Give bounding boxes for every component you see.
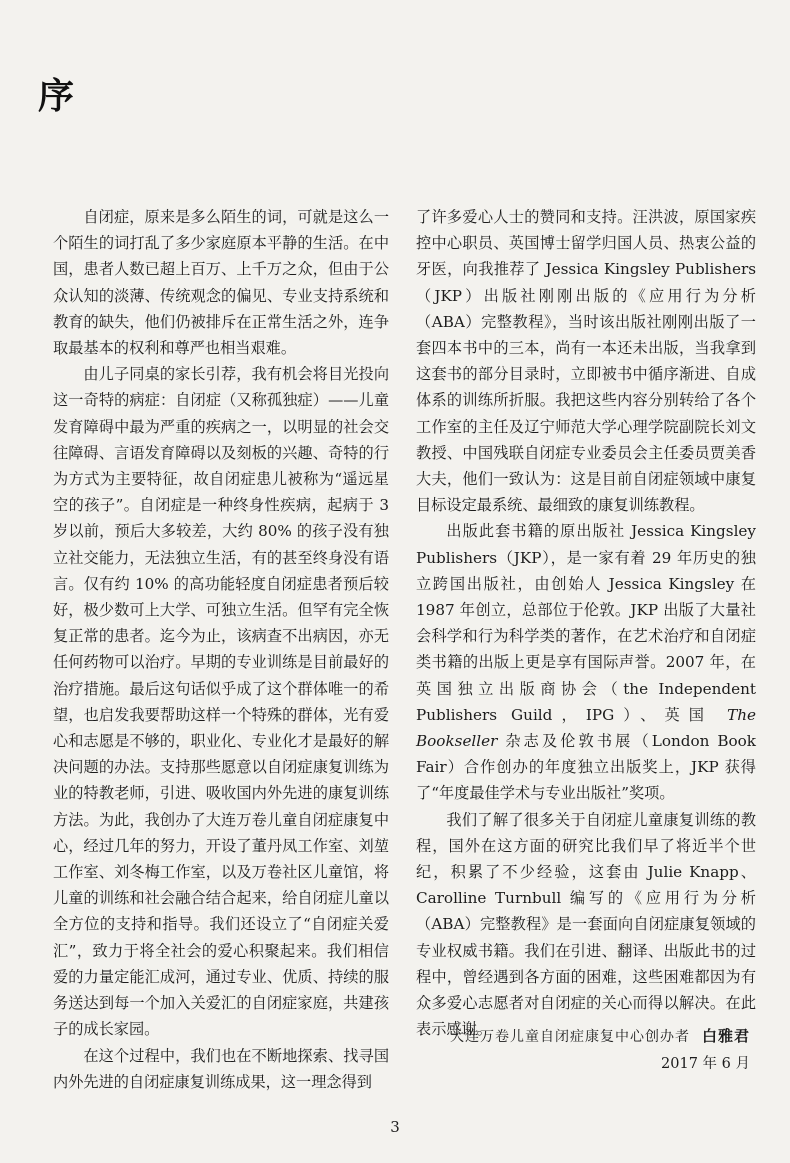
paragraph-4-tail: 杂志及伦敦书展（London Book Fair）合作创办的年度独立出版奖上，JKP 获得了“年度最佳学术与专业出版社”奖项。 [416,732,756,803]
left-column [53,204,389,1095]
paragraph-5: 我们了解了很多关于自闭症儿童康复训练的教程，国外在这方面的研究比我们早了将近半个世纪，积累了不少经验，这套由 Julie Knapp、Carolline Turnbull 编写的《应用行为分析（ABA）完整教程》是一套面向自闭症康复领域的专业权威书籍。我们在引进、翻译、出版此书的过程中，曾经遇到各方面的困难，这些困难都因为有众多爱心志愿者对自闭症的关心而得以解决。在此表示感谢。 [416,810,756,1039]
signature-role: 大连万卷儿童自闭症康复中心创办者 [449,1029,690,1045]
paragraph-3: 在这个过程中，我们也在不断地探索、找寻国内外先进的自闭症康复训练成果，这一理念得到 [53,1046,389,1091]
signature-line [416,1025,750,1046]
paragraph-4 [416,518,756,806]
signature-date: 2017 年 6 月 [661,1056,750,1072]
paragraph-3-continued: 了许多爱心人士的赞同和支持。汪洪波，原国家疾控中心职员、英国博士留学归国人员、热衷公益的牙医，向我推荐了 Jessica Kingsley Publishers（JKP）出版社刚刚出版的《应用行为分析（ABA）完整教程》，当时该出版社刚刚出版了一套四本书中的三本，尚有一本还未出版，当我拿到这套书的部分目录时，立即被书中循序渐进、自成体系的训练所折服。我把这些内容分别转给了各个工作室的主任及辽宁师范大学心理学院副院长刘文教授、中国残联自闭症专业委员会主任委员贾美香大夫，他们一致认为：这是目前自闭症领域中康复目标设定最系统、最细致的康复训练教程。 [416,208,756,515]
page-number: 3 [390,1118,400,1136]
preface-title: 序 [38,75,76,117]
bookseller-title: The Bookseller [416,705,756,751]
paragraph-2: 由儿子同桌的家长引荐，我有机会将目光投向这一奇特的病症：自闭症（又称孤独症）——儿童发育障碍中最为严重的疾病之一，以明显的社会交往障碍、言语发育障碍以及刻板的兴趣、奇特的行为方式为主要特征，故自闭症患儿被称为“遥远星空的孩子”。自闭症是一种终身性疾病，起病于 3 岁以前，预后大多较差，大约 80% 的孩子没有独立社交能力，无法独立生活，有的甚至终身没有语言。仅有约 10% 的高功能轻度自闭症患者预后较好，极少数可上大学、可独立生活。但罕有完全恢复正常的患者。迄今为止，该病查不出病因，亦无任何药物可以治疗。早期的专业训练是目前最好的治疗措施。最后这句话似乎成了这个群体唯一的希望，也启发我要帮助这样一个特殊的群体，光有爱心和志愿是不够的，职业化、专业化才是最好的解决问题的办法。支持那些愿意以自闭症康复训练为业的特教老师，引进、吸收国内外先进的康复训练方法。为此，我创办了大连万卷儿童自闭症康复中心，经过几年的努力，开设了董丹凤工作室、刘堃工作室、刘冬梅工作室，以及万卷社区儿童馆，将儿童的训练和社会融合结合起来，给自闭症儿童以全方位的支持和指导。我们还设立了“自闭症关爱汇”，致力于将全社会的爱心积聚起来。我们相信爱的力量定能汇成河，通过专业、优质、持续的服务送达到每一个加入关爱汇的自闭症家庭，共建孩子的成长家园。 [53,365,389,1039]
paragraph-4-text: 出版此套书籍的原出版社 Jessica Kingsley Publishers（JKP），是一家有着 29 年历史的独立跨国出版社，由创始人 Jessica Kingsley 在 1987 年创立，总部位于伦敦。JKP 出版了大量社会科学和行为科学类的著作，在艺术治疗和自闭症类书籍的出版上更是享有国际声誉。2007 年，在英国独立出版商协会（the Independent Publishers Guild，IPG）、英国 [416,522,756,724]
signature-name: 白雅君 [701,1027,750,1045]
right-column [416,204,756,1043]
paragraph-1: 自闭症，原来是多么陌生的词，可就是这么一个陌生的词打乱了多少家庭原本平静的生活。在中国，患者人数已超上百万、上千万之众，但由于公众认知的淡薄、传统观念的偏见、专业支持系统和教育的缺失，他们仍被排斥在正常生活之外，连争取最基本的权利和尊严也相当艰难。 [53,208,389,358]
